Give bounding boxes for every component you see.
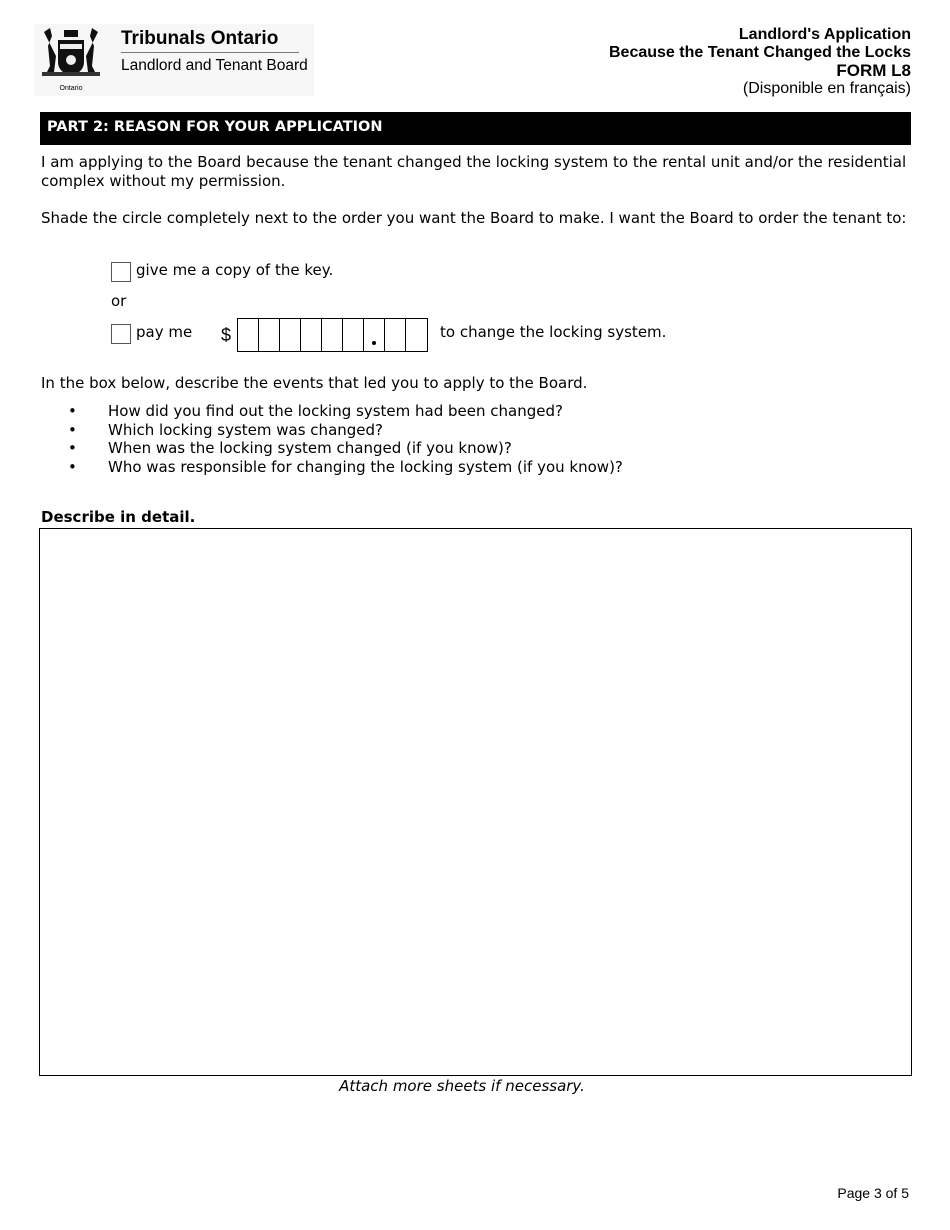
section-heading: PART 2: REASON FOR YOUR APPLICATION bbox=[40, 112, 911, 145]
amount-digit-box[interactable] bbox=[238, 319, 259, 351]
instruction-text: Shade the circle completely next to the order you want the Board to make. I want the Board to order the tenant to: bbox=[41, 209, 907, 227]
ontario-crest-icon bbox=[40, 26, 102, 94]
key-copy-checkbox[interactable] bbox=[111, 262, 131, 282]
key-copy-label: give me a copy of the key. bbox=[136, 261, 334, 279]
form-header bbox=[609, 26, 911, 98]
decimal-box bbox=[364, 319, 385, 351]
detail-textarea[interactable] bbox=[39, 528, 912, 1076]
amount-digit-box[interactable] bbox=[259, 319, 280, 351]
amount-cents-box[interactable] bbox=[385, 319, 406, 351]
list-item: • When was the locking system changed (if you know)? bbox=[41, 439, 623, 458]
divider bbox=[121, 52, 299, 53]
intro-text: I am applying to the Board because the tenant changed the locking system to the rental unit and/or the residential complex without my permission. bbox=[41, 153, 907, 190]
list-item: • Which locking system was changed? bbox=[41, 421, 623, 440]
amount-digit-box[interactable] bbox=[322, 319, 343, 351]
amount-input[interactable] bbox=[237, 318, 428, 352]
decimal-point bbox=[372, 341, 376, 345]
amount-digit-box[interactable] bbox=[280, 319, 301, 351]
question-list bbox=[41, 402, 623, 476]
amount-digit-box[interactable] bbox=[343, 319, 364, 351]
french-availability: (Disponible en français) bbox=[742, 80, 911, 97]
pay-suffix: to change the locking system. bbox=[440, 323, 667, 341]
pay-checkbox[interactable] bbox=[111, 324, 131, 344]
detail-label: Describe in detail. bbox=[41, 508, 196, 526]
tribunals-ontario-logo bbox=[34, 24, 314, 96]
pay-label: pay me bbox=[136, 323, 193, 341]
describe-intro: In the box below, describe the events that led you to apply to the Board. bbox=[41, 374, 588, 392]
amount-digit-box[interactable] bbox=[301, 319, 322, 351]
form-number: FORM L8 bbox=[836, 61, 911, 80]
form-subtitle: Because the Tenant Changed the Locks bbox=[609, 44, 911, 61]
org-name: Tribunals Ontario bbox=[121, 28, 279, 49]
dollar-sign: $ bbox=[221, 325, 232, 345]
page-number: Page 3 of 5 bbox=[837, 1185, 909, 1201]
board-name: Landlord and Tenant Board bbox=[121, 57, 308, 74]
amount-cents-box[interactable] bbox=[406, 319, 427, 351]
attach-note: Attach more sheets if necessary. bbox=[339, 1077, 585, 1095]
or-label: or bbox=[111, 292, 127, 310]
form-title: Landlord's Application bbox=[738, 26, 911, 43]
list-item: • How did you find out the locking system had been changed? bbox=[41, 402, 623, 421]
svg-text:Ontario: Ontario bbox=[59, 85, 83, 92]
list-item: • Who was responsible for changing the locking system (if you know)? bbox=[41, 458, 623, 477]
